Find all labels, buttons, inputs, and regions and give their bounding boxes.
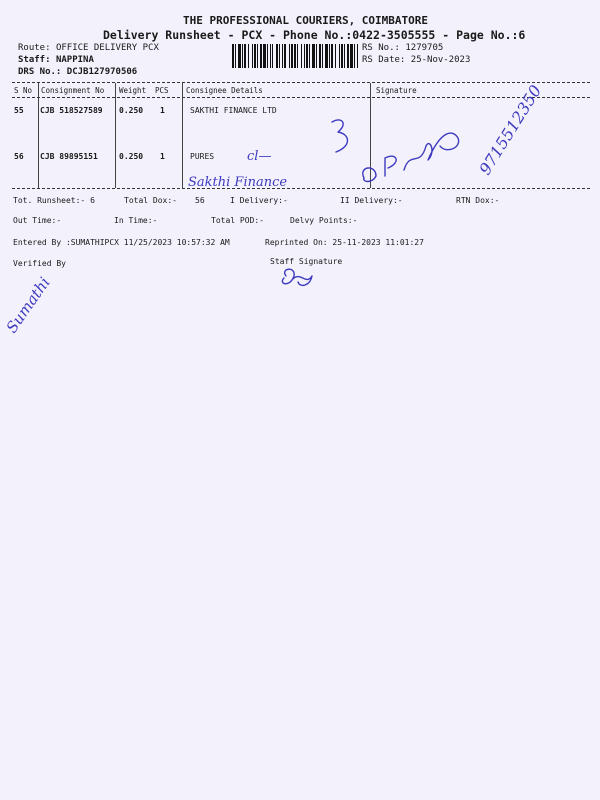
- total-dox-label: Total Dox:-: [124, 196, 177, 205]
- ii-delivery: II Delivery:-: [340, 196, 403, 205]
- delvy-points: Delvy Points:-: [290, 216, 358, 225]
- consignee-handwritten: Sakthi Finance: [188, 175, 288, 190]
- header-signature: Signature: [376, 86, 417, 95]
- header-pcs: PCS: [155, 86, 169, 95]
- drs-value: DCJB127970506: [66, 67, 138, 77]
- route-label: Route:: [18, 43, 51, 53]
- verifier-handwritten: Sumathi: [2, 273, 54, 337]
- entered-by: Entered By :SUMATHIPCX 11/25/2023 10:57:32 AM: [13, 238, 230, 247]
- row56-handwritten-note: cl—: [247, 149, 272, 164]
- staff-label: Staff:: [18, 55, 51, 65]
- table-row-pcs: 1: [160, 152, 165, 161]
- table-row-pcs: 1: [160, 106, 165, 115]
- drs-line: [18, 67, 137, 77]
- table-row-weight: 0.250: [119, 152, 144, 161]
- handwritten-phone: 9715512350: [475, 81, 546, 179]
- rs-no-label: RS No.:: [362, 43, 400, 53]
- col-divider: [115, 83, 116, 188]
- table-top-rule: [12, 82, 590, 83]
- i-delivery: I Delivery:-: [230, 196, 288, 205]
- reprinted-on: Reprinted On: 25-11-2023 11:01:27: [265, 238, 424, 247]
- runsheet-subtitle: Delivery Runsheet - PCX - Phone No.:0422-3505555 - Page No.:6: [103, 28, 526, 42]
- table-row-consignee: SAKTHI FINANCE LTD: [190, 106, 277, 115]
- drs-label: DRS No.:: [18, 67, 62, 77]
- signature-mark: [332, 120, 348, 152]
- total-pod: Total POD:-: [211, 216, 264, 225]
- rs-date-value: 25-Nov-2023: [410, 55, 471, 65]
- total-dox-value: 56: [195, 196, 205, 205]
- receiver-signature: [363, 133, 459, 181]
- company-title: THE PROFESSIONAL COURIERS, COIMBATORE: [183, 14, 429, 27]
- barcode: [232, 44, 358, 68]
- rtn-dox: RTN Dox:-: [456, 196, 500, 205]
- out-time: Out Time:-: [13, 216, 62, 225]
- route-line: [18, 43, 159, 53]
- col-divider: [370, 83, 371, 188]
- rs-date-line: [362, 55, 470, 65]
- barcode-bar: [357, 44, 358, 68]
- header-consignee: Consignee Details: [186, 86, 263, 95]
- rs-no-value: 1279705: [405, 43, 444, 53]
- header-weight: Weight: [119, 86, 147, 95]
- staff-line: [18, 55, 94, 65]
- table-header-rule: [12, 97, 590, 98]
- verified-by-label: Verified By: [13, 259, 66, 268]
- staff-signature-label: Staff Signature: [270, 257, 343, 266]
- header-consignment: Consignment No: [41, 86, 105, 95]
- route-value: OFFICE DELIVERY PCX: [55, 43, 159, 53]
- col-divider: [38, 83, 39, 188]
- table-row-consignment: CJB 89895151: [40, 152, 98, 161]
- col-divider: [182, 83, 183, 188]
- table-row-weight: 0.250: [119, 106, 144, 115]
- staff-signature-scribble: [282, 269, 312, 285]
- in-time: In Time:-: [114, 216, 158, 225]
- table-row-consignee: PURES: [190, 152, 215, 161]
- table-row-consignment: CJB 518527589: [40, 106, 103, 115]
- rs-no-line: [362, 43, 443, 53]
- header-sno: S No: [14, 86, 33, 95]
- table-row-sno: 56: [14, 152, 24, 161]
- rs-date-label: RS Date:: [362, 55, 406, 65]
- table-row-sno: 55: [14, 106, 24, 115]
- staff-value: NAPPINA: [55, 55, 94, 65]
- table-bottom-rule: [12, 188, 590, 189]
- tot-runsheet: Tot. Runsheet:- 6: [13, 196, 95, 205]
